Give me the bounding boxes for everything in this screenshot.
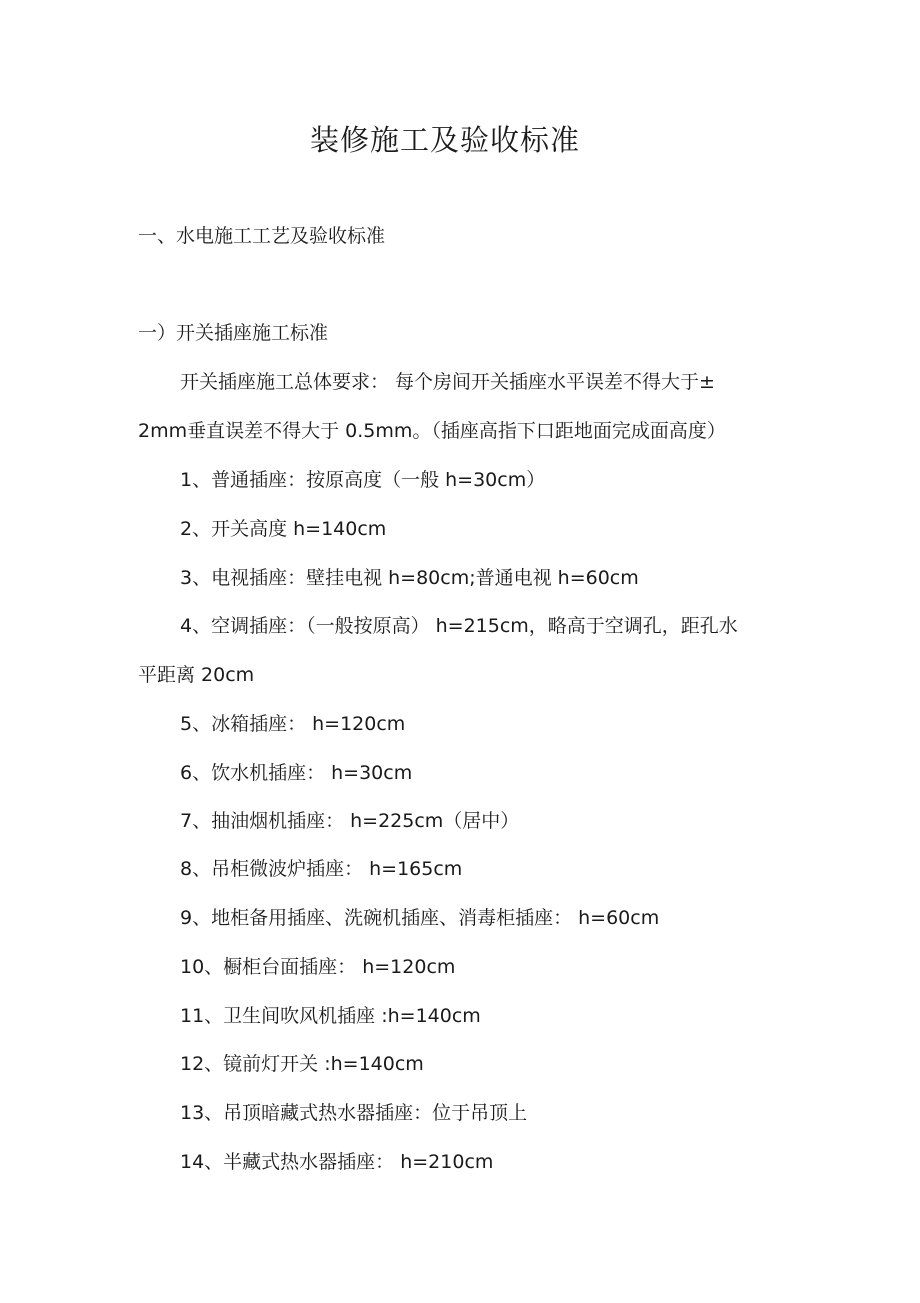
document-title: 装修施工及验收标准 [309, 123, 580, 157]
list-item: 1、普通插座：按原高度（一般 h=30cm） [180, 469, 546, 491]
list-item: 11、卫生间吹风机插座 :h=140cm [180, 1005, 481, 1027]
list-item: 12、镜前灯开关 :h=140cm [180, 1053, 424, 1075]
list-item: 10、橱柜台面插座： h=120cm [180, 956, 456, 978]
list-item: 2、开关高度 h=140cm [180, 518, 387, 540]
intro-paragraph-line-2: 2mm垂直误差不得大于 0.5mm。（插座高指下口距地面完成面高度） [138, 420, 726, 442]
list-item: 4、空调插座：（一般按原高） h=215cm，略高于空调孔，距孔水 [180, 615, 738, 637]
list-item: 6、饮水机插座： h=30cm [180, 762, 413, 784]
list-item: 13、吊顶暗藏式热水器插座：位于吊顶上 [180, 1102, 528, 1124]
list-item: 8、吊柜微波炉插座： h=165cm [180, 858, 463, 880]
list-item: 5、冰箱插座： h=120cm [180, 713, 406, 735]
list-item: 14、半藏式热水器插座： h=210cm [180, 1151, 494, 1173]
section-heading: 一、水电施工工艺及验收标准 [138, 225, 386, 247]
list-item: 9、地柜备用插座、洗碗机插座、消毒柜插座： h=60cm [180, 907, 660, 929]
subsection-heading: 一）开关插座施工标准 [138, 322, 329, 344]
list-item: 7、抽油烟机插座： h=225cm（居中） [180, 810, 520, 832]
intro-paragraph-line-1: 开关插座施工总体要求： 每个房间开关插座水平误差不得大于± [180, 371, 715, 393]
list-item: 3、电视插座：壁挂电视 h=80cm;普通电视 h=60cm [180, 567, 639, 589]
list-item-continuation: 平距离 20cm [138, 664, 255, 686]
